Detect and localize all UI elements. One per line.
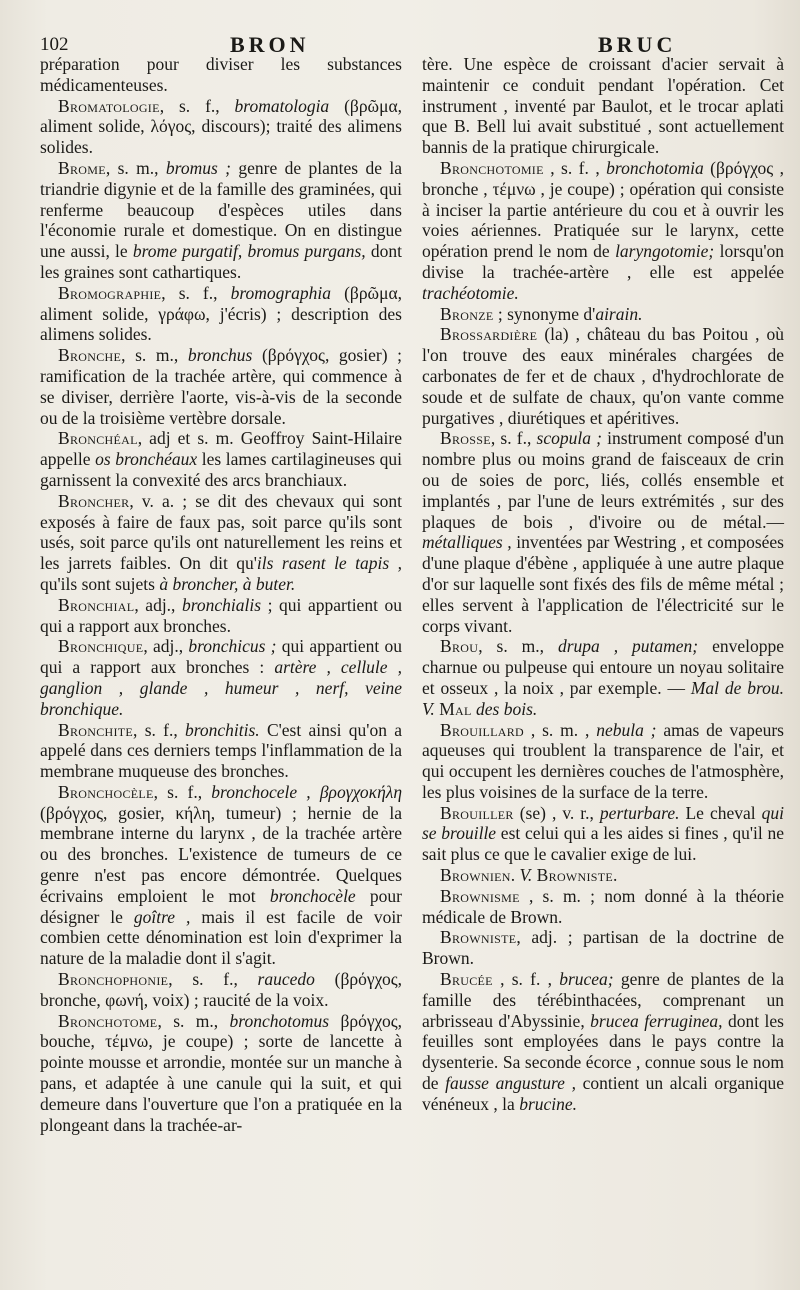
entry-headword: Bronchique [58,636,144,657]
entry-italic-text: perturbare. [599,802,680,823]
entry-headword: Bromatologie [58,95,160,116]
entry-italic-text: brome purgatif, bromus purgans, [132,241,366,262]
entry-text: ; qui appartient ou qui a rapport aux bronches. [40,594,402,636]
entry-italic-text: os bronchéaux [95,449,198,470]
entry-italic-text: bronchicus ; [188,636,277,657]
entry-italic-text: brucea; [559,969,614,990]
entry-italic-text: Mal de brou. V. [422,677,784,719]
entry-text: , s. m., [478,636,558,657]
entry-italic-text: airain. [595,303,643,324]
entry-text: , s. f. , [543,157,607,178]
entry-headword: Mal [439,698,472,719]
dictionary-entry [422,636,784,719]
entry-text: , adj., [143,636,189,657]
entry-italic-text: laryngotomie; [615,241,715,262]
dictionary-entry [422,969,784,1115]
left-column [40,54,402,1135]
entry-headword: Bronchéal [58,428,138,449]
dictionary-entry [422,927,784,969]
entry-italic-text: des bois. [476,698,538,719]
entry-italic-text: drupa , putamen; [557,636,699,657]
entry-text: contient un alcali organique vénéneux , la [422,1073,784,1114]
dictionary-entry [40,720,402,782]
entry-headword: Bromographie [58,282,162,303]
entry-text: , s. f., [133,719,185,740]
dictionary-entry [422,803,784,865]
entry-headword: Browniste [536,865,614,886]
dictionary-entry [422,428,784,636]
entry-italic-text: bronchocele , βρογχοκήλη [211,781,403,802]
entry-italic-text: goître , [133,906,191,927]
dictionary-entry [422,158,784,304]
entry-text: , s. f., [490,428,537,449]
entry-headword: Bronze [440,303,494,324]
entry-text: mais il est facile de voir combien cette dénomination est loin d'exprimer la nature de la maladie dont il s'agit. [40,906,403,969]
entry-italic-text: bronchialis [182,594,262,615]
entry-text: , s. m. ; nom donné à la théorie médicale de Brown. [422,885,784,927]
left-running-head: BRON [230,32,310,57]
entry-text: , s. f., [159,95,235,116]
entry-text: (βρόγχος , bronche , τέμνω , je coupe) ; opération qui consiste à inciser la partie antérieure du cou et à ouvrir les voies aériennes. Pratiquée sur le larynx, cette opération prend le nom de [422,157,784,262]
entry-italic-text: brucine. [519,1093,578,1114]
entry-text: , s. f., [161,282,231,303]
entry-italic-text: scopula ; [536,428,602,449]
entry-text: , s. f. , [492,969,560,990]
entry-headword: Brownien [440,865,511,886]
page-header [40,20,784,57]
entry-italic-text: bromographia [230,282,332,303]
entry-text: ; synonyme d' [493,303,596,324]
entry-text: amas de vapeurs aqueuses qui troublent la transparence de l'air, et qui occupent les dernières couches de l'atmosphère, les plus voisines de la surface de la terre. [422,719,784,802]
dictionary-entry [40,345,402,428]
dictionary-entry [40,54,402,96]
entry-headword: Bronchite [58,719,134,740]
entry-text: , adj et s. m. Geoffroy Saint-Hilaire appelle [40,428,402,470]
entry-italic-text: bronchotomus [229,1010,330,1031]
entry-italic-text: bromus ; [165,157,231,178]
entry-italic-text: raucedo [257,969,315,990]
entry-text: est celui qui a les aides si fines , qu'il ne sait plus ce que le cavalier exige de lui. [422,823,785,865]
entry-italic-text: bronchus [187,345,253,366]
entry-text: , adj., [134,594,182,615]
dictionary-entry [422,304,784,325]
dictionary-entry [40,283,402,345]
entry-text: enveloppe charnue ou pulpeuse qui entoure un noyau solitaire et osseux , la noix , par exemple. — [422,636,784,698]
dictionary-entry [422,720,784,803]
entry-headword: Brownisme [440,885,520,906]
dictionary-entry [40,158,402,283]
entry-text: , s. m., [121,345,188,366]
entry-italic-text: V. [519,865,533,886]
entry-headword: Brosse [440,428,491,449]
entry-text: inventées par Westring , et composées d'une plaque d'ébène , appliquée à une autre plaque d'or sur laquelle sont fixés des fils de même métal ; elles servent à l'application de l'électricité sur le corps vivant. [422,532,784,636]
entry-text: , s. m. , [524,719,597,740]
entry-text: (βρόγχος, bronche, φωνή, voix) ; raucité de la voix. [40,969,403,1010]
entry-text: lorsqu'on divise la trachée-artère , elle est appelée [422,241,784,282]
entry-italic-text: brucea ferruginea, [590,1010,723,1031]
entry-text: . [510,865,520,886]
dictionary-entry [40,428,402,490]
entry-text: Le cheval [679,802,762,823]
entry-italic-text: bronchitis. [184,719,260,740]
entry-headword: Bronchotome [58,1010,158,1031]
entry-text: (βρόγχος, gosier, κήλη, tumeur) ; hernie de la membrane interne du larynx , de la trachée artère ou des bronches. L'existence de tumeurs de ce genre n'est pas encore démontrée. Quelques écrivains emploient le mot [40,802,402,906]
entry-headword: Bronche [58,345,122,366]
entry-italic-text: nebula ; [596,719,657,740]
entry-text: (se) , v. r., [513,802,600,823]
entry-italic-text: à broncher, à buter. [159,573,296,594]
entry-italic-text: bronchotomia [606,157,704,178]
dictionary-entry [40,969,402,1011]
entry-headword: Brou [440,636,479,657]
dictionary-entry [40,636,402,719]
entry-text: , adj. ; partisan de la doctrine de Brown. [422,927,784,969]
entry-italic-text: bronchocèle [269,885,356,906]
entry-text: genre de plantes de la triandrie digynie et de la famille des graminées, qui renferme beaucoup d'espèces utiles dans l'économie rurale et domestique. On en distingue une aussi, le [40,157,402,262]
entry-italic-text: artère , cellule , ganglion , glande , humeur , nerf, veine bronchique. [40,657,402,719]
entry-text: qu'ils sont sujets [40,573,160,594]
entry-italic-text: métalliques , [422,532,512,553]
page-number: 102 [40,34,69,55]
entry-headword: Brouillard [440,719,525,740]
dictionary-entry [422,324,784,428]
dictionary-entry [422,886,784,928]
entry-text: , s. f., [168,969,258,990]
entry-headword: Bronchophonie [58,969,169,990]
entry-text: dont les graines sont cathartiques. [40,241,402,282]
entry-headword: Bronchotomie [440,157,544,178]
entry-text: instrument composé d'un nombre plus ou moins grand de faisceaux de crin ou de soies de porc, liés, collés ensemble et implantés , par l'une de leurs extrémités , sur des plaques de bois , d'ivoire ou de métal.— [422,428,784,532]
dictionary-entry [40,96,402,158]
entry-headword: Brouiller [440,802,514,823]
entry-text: , s. m., [105,157,166,178]
entry-text: (βρῶμα, aliment solide, λόγος, discours); traité des alimens solides. [40,95,402,158]
dictionary-entry [422,54,784,158]
dictionary-entry [40,595,402,637]
entry-text: βρόγχος, bouche, τέμνω, je coupe) ; sorte de lancette à pointe mousse et arrondie, montée sur un manche à pans, et adaptée à une canule qui la suit, et qui demeure dans l'ouverture que l'on a pratiquée en la plongeant dans la trachée-ar- [40,1010,402,1135]
entry-headword: Bronchocèle [58,781,154,802]
entry-text: dont les feuilles sont employées dans le pays contre la dysenterie. Sa seconde écorce , connue sous le nom de [422,1010,784,1094]
entry-text: les lames cartilagineuses qui garnissent la convexité des arcs branchiaux. [40,449,402,490]
dictionary-entry [40,491,402,595]
entry-headword: Bronchial [58,594,135,615]
entry-headword: Browniste [440,927,517,948]
entry-text: , v. a. ; se dit des chevaux qui sont exposés à faire de faux pas, soit parce qu'ils sont usés, soit parce qu'ils ont naturellement les reins et les jarrets faibles. On dit qu' [40,490,402,574]
dictionary-entry [422,865,784,886]
entry-text: genre de plantes de la famille des térébinthacées, comprenant un arbrisseau d'Abyssinie, [422,969,784,1031]
entry-text: , s. f., [153,781,212,802]
entry-text: tère. Une espèce de croissant d'acier servait à maintenir ce conduit pendant l'opération. Cet instrument , inventé par Baulot, et le trocar aplati que B. Bell lui avait substitué , sont actuellement bannis de la pratique chirurgicale. [422,54,784,158]
text-columns [40,54,784,1135]
entry-text: C'est ainsi qu'on a appelé dans ces derniers temps l'inflammation de la membrane muqueuse des bronches. [40,719,402,782]
entry-text: pour désigner le [40,885,402,927]
entry-headword: Broncher [58,490,130,511]
right-column [422,54,784,1135]
dictionary-entry [40,1011,402,1136]
entry-italic-text: fausse angusture , [445,1073,576,1094]
entry-text: préparation pour diviser les substances médicamenteuses. [40,54,402,95]
entry-text: qui appartient ou qui a rapport aux bronches : [40,636,403,678]
entry-headword: Brome [58,157,106,178]
entry-text: , s. m., [157,1010,230,1031]
entry-text: (βρόγχος, gosier) ; ramification de la trachée artère, qui commence à se diviser, derrière l'aorte, vis-à-vis de la seconde ou de la troisième vertèbre dorsale. [40,345,402,428]
entry-text: . [613,865,618,886]
dictionary-entry [40,782,402,969]
right-running-head: BRUC [598,32,677,57]
entry-italic-text: ils rasent le tapis , [256,553,402,574]
entry-headword: Brossardière [440,324,538,345]
entry-italic-text: qui se brouille [422,802,784,844]
entry-text: (βρῶμα, aliment solide, γράφω, j'écris) ; description des alimens solides. [40,282,402,345]
entry-italic-text: bromatologia [234,95,330,116]
entry-text: (la) , château du bas Poitou , où l'on trouve des eaux minérales chargées de carbonates de fer et de chaux , d'hydrochlorate de soude et de sulfate de chaux, qu'on vante comme purgatives , diurétiques et apéritives. [422,324,784,428]
entry-italic-text: trachéotomie. [422,282,519,303]
entry-headword: Brucée [440,969,493,990]
